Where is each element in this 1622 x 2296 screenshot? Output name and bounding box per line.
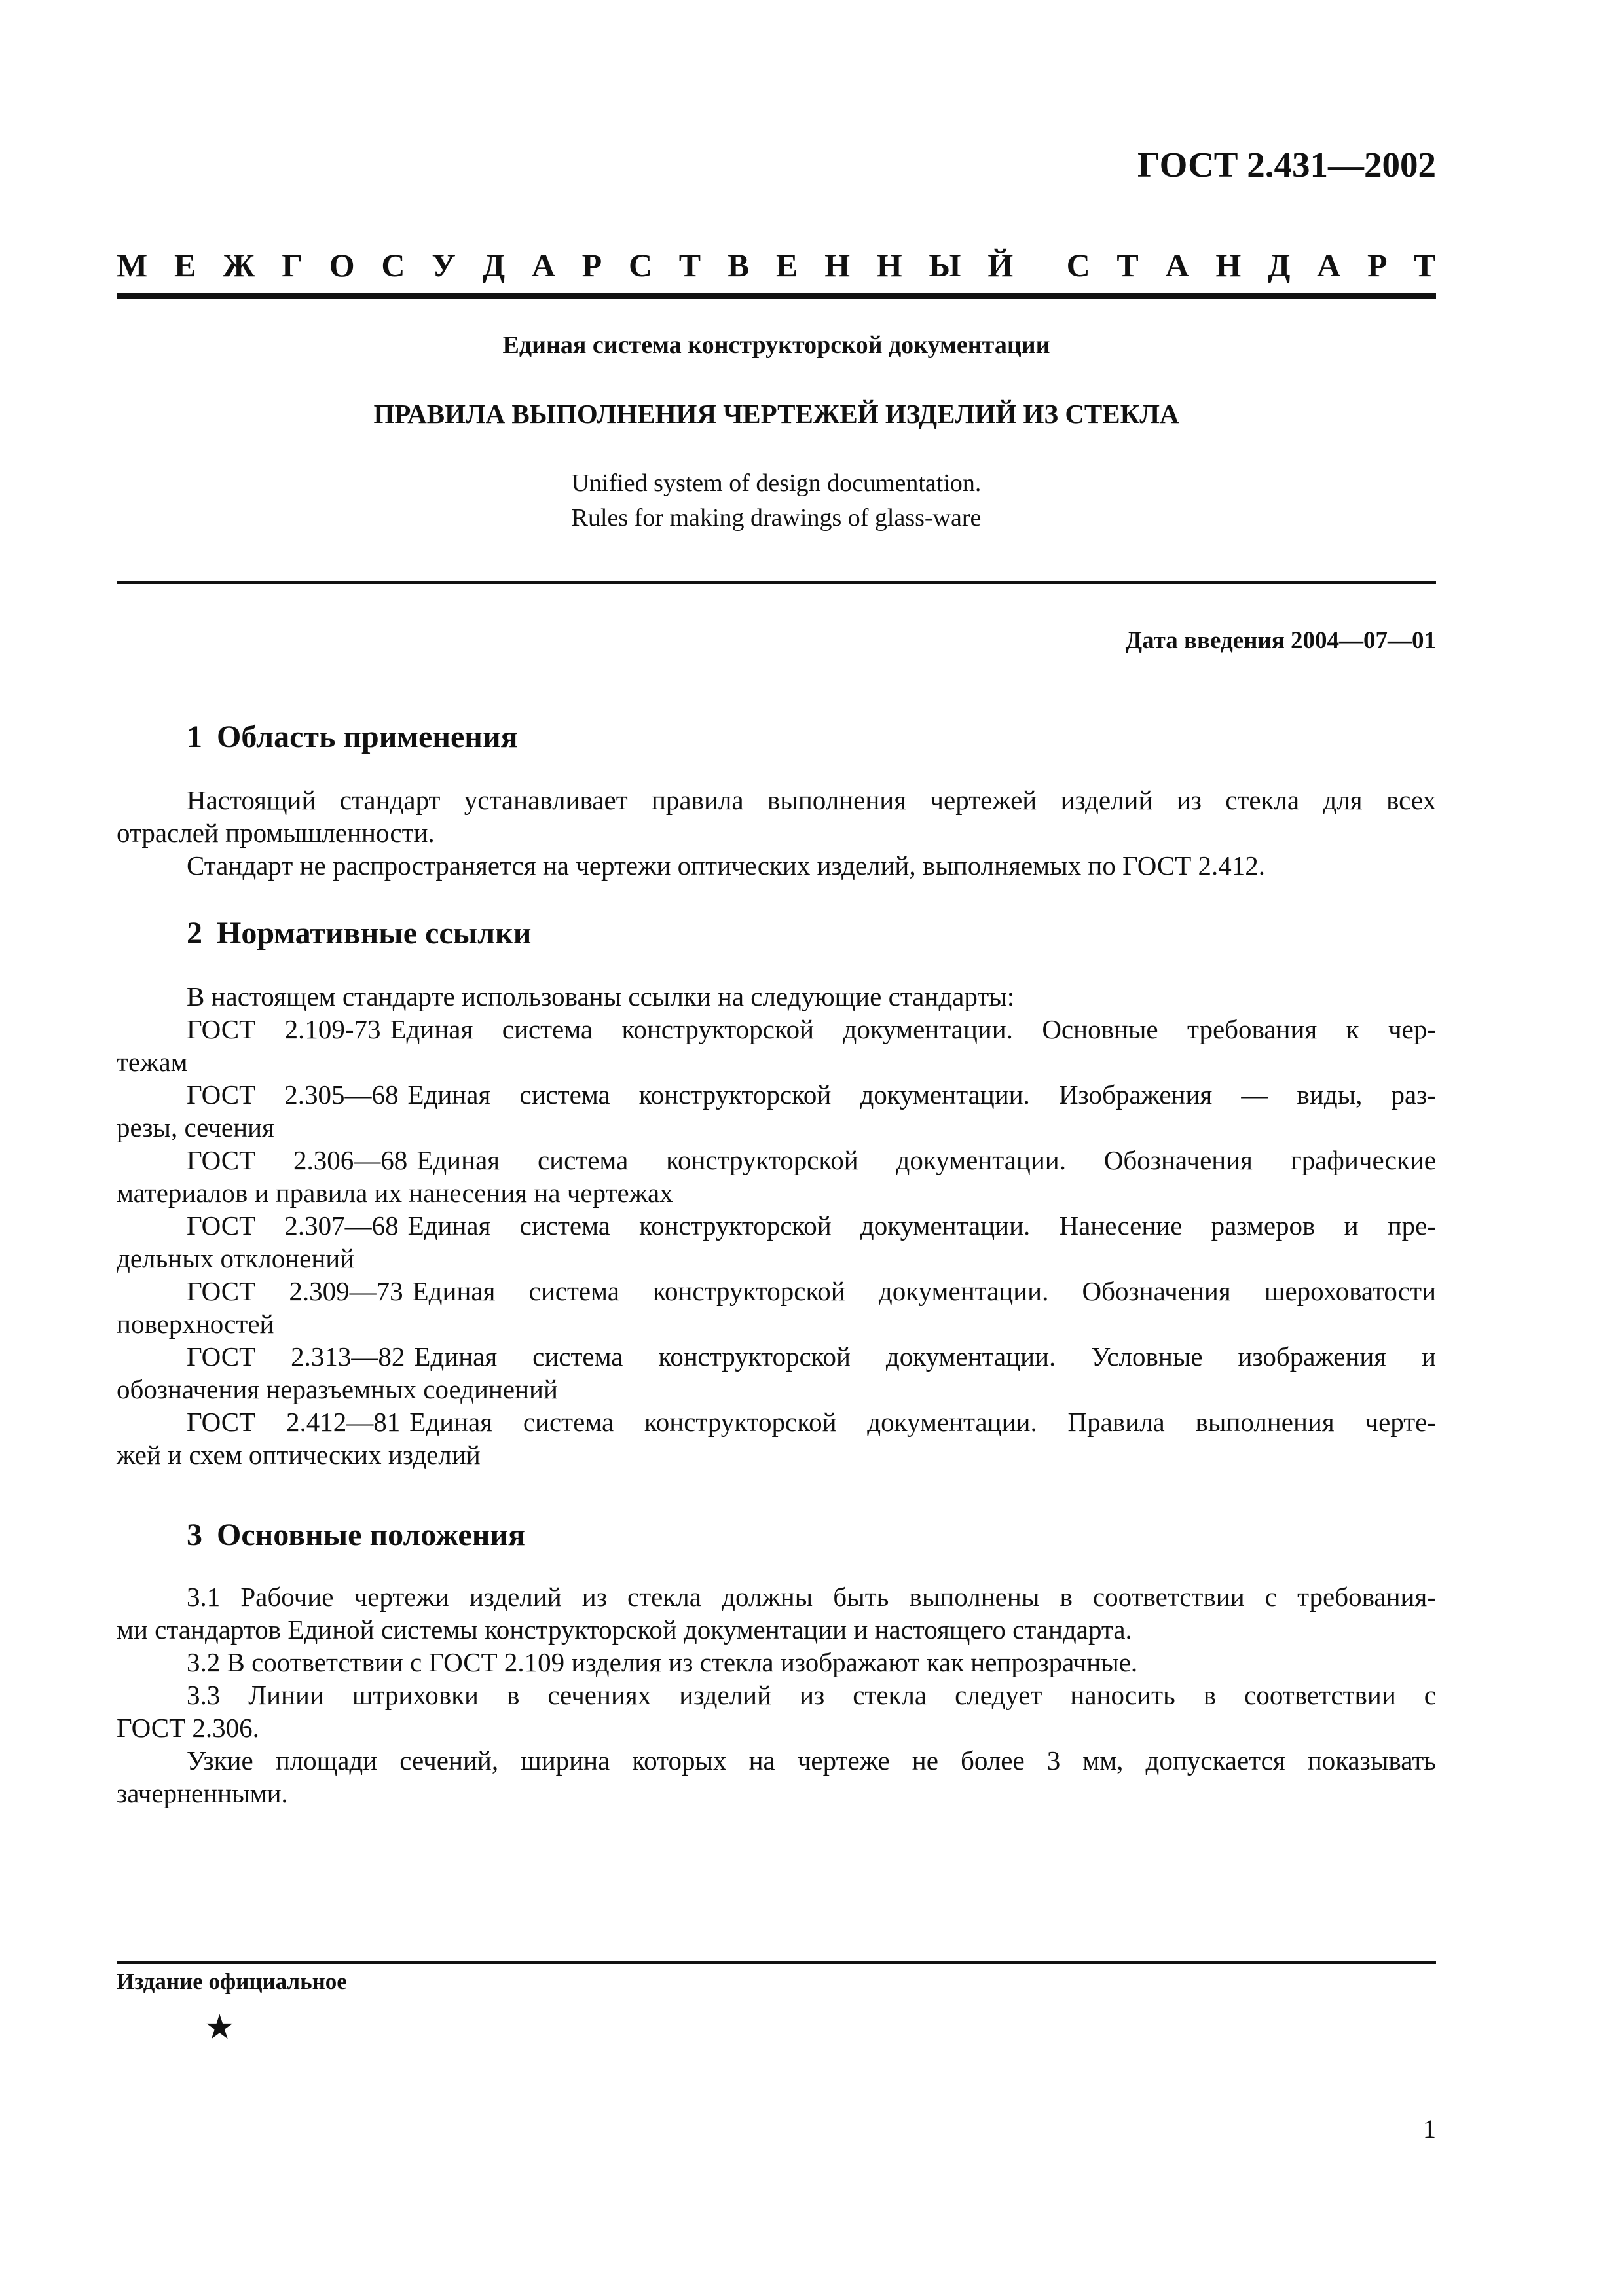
banner-letter: Е: [775, 247, 798, 283]
document-number: ГОСТ 2.431—2002: [1137, 145, 1436, 185]
english-title: [117, 466, 1436, 536]
section-title: Основные положения: [217, 1518, 525, 1552]
banner-letter: Й: [987, 247, 1014, 283]
section-number: 2: [187, 916, 202, 951]
banner-letter: Т: [678, 247, 701, 283]
english-title-line: Rules for making drawings of glass-ware: [571, 504, 982, 532]
section-1-heading: [187, 719, 518, 755]
reference-item: ГОСТ 2.109-73 Единая система конструкторской документации. Основные требования к чер- тежам: [117, 1014, 1436, 1077]
scope-paragraph-1: Настоящий стандарт устанавливает правила выполнения чертежей изделий из стекла для всех отраслей промышленности.: [117, 785, 1436, 848]
banner-letter: А: [531, 247, 555, 283]
reference-item: ГОСТ 2.306—68 Единая система конструкторской документации. Обозначения графические материалов и правила их нанесения на чертежах: [117, 1145, 1436, 1208]
reference-item: ГОСТ 2.412—81 Единая система конструкторской документации. Правила выполнения черте- жей и схем оптических изделий: [117, 1407, 1437, 1470]
title-divider-rule: [117, 581, 1436, 584]
banner-letter: А: [1317, 247, 1341, 283]
banner-letter: В: [727, 247, 750, 283]
star-icon: ★: [204, 2009, 235, 2047]
section-number: 1: [187, 720, 202, 754]
banner-letter: Н: [876, 247, 902, 283]
banner-letter: Т: [1116, 247, 1139, 283]
banner-letter: У: [432, 247, 456, 283]
banner-letter: Д: [1268, 247, 1291, 283]
section-3-heading: [187, 1517, 525, 1553]
clause-3-1: 3.1 Рабочие чертежи изделий из стекла должны быть выполнены в соответствии с требования- ми стандартов Единой системы конструкторской документации и настоящего стандарта.: [117, 1582, 1436, 1645]
system-title: Единая система конструкторской документации: [502, 331, 1050, 359]
section-title: Область применения: [217, 720, 518, 754]
section-number: 3: [187, 1518, 202, 1552]
introduction-date: Дата введения 2004—07—01: [1125, 627, 1436, 654]
page-number: 1: [1423, 2114, 1436, 2143]
reference-item: ГОСТ 2.307—68 Единая система конструкторской документации. Нанесение размеров и пре- дельных отклонений: [117, 1211, 1436, 1273]
banner-letter: Р: [1367, 247, 1388, 283]
section-title: Нормативные ссылки: [217, 916, 532, 951]
clause-3-2: 3.2 В соответствии с ГОСТ 2.109 изделия из стекла изображают как непрозрачные.: [187, 1647, 1138, 1677]
banner-letter: Т: [1414, 247, 1436, 283]
banner-letter: С: [628, 247, 653, 283]
banner-letter: Р: [581, 247, 602, 283]
section-2-heading: [187, 915, 531, 951]
official-edition-label: Издание официальное: [117, 1969, 347, 1994]
banner-letter: Н: [824, 247, 850, 283]
scope-paragraph-2: Стандарт не распространяется на чертежи оптических изделий, выполняемых по ГОСТ 2.412.: [187, 850, 1266, 881]
header-thick-rule: [117, 293, 1436, 299]
banner-letter: Г: [282, 247, 303, 283]
banner-letter: Ж: [223, 247, 255, 283]
standard-title: ПРАВИЛА ВЫПОЛНЕНИЯ ЧЕРТЕЖЕЙ ИЗДЕЛИЙ ИЗ СТЕКЛА: [373, 399, 1179, 429]
footer-rule: [117, 1961, 1436, 1964]
references-intro: В настоящем стандарте использованы ссылки на следующие стандарты:: [187, 981, 1015, 1011]
banner-letter: М: [117, 247, 148, 283]
banner-letter: С: [381, 247, 405, 283]
clause-3-3: 3.3 Линии штриховки в сечениях изделий из стекла следует наносить в соответствии с ГОСТ 2.306.: [117, 1680, 1436, 1743]
interstate-standard-banner: [117, 242, 1436, 288]
banner-letter: С: [1066, 247, 1090, 283]
banner-letter: Е: [174, 247, 196, 283]
banner-letter: О: [329, 247, 355, 283]
reference-item: ГОСТ 2.309—73 Единая система конструкторской документации. Обозначения шероховатости поверхностей: [117, 1276, 1437, 1339]
banner-letter: Ы: [929, 247, 961, 283]
banner-letter: А: [1165, 247, 1189, 283]
banner-letter: Н: [1215, 247, 1242, 283]
reference-item: ГОСТ 2.313—82 Единая система конструкторской документации. Условные изображения и обозначения неразъемных соединений: [117, 1341, 1436, 1404]
banner-letter: Д: [482, 247, 506, 283]
clause-3-3-note: Узкие площади сечений, ширина которых на чертеже не более 3 мм, допускается показывать зачерненными.: [117, 1745, 1436, 1808]
reference-item: ГОСТ 2.305—68 Единая система конструкторской документации. Изображения — виды, раз- резы, сечения: [117, 1080, 1436, 1142]
english-title-line: Unified system of design documentation.: [571, 469, 982, 497]
